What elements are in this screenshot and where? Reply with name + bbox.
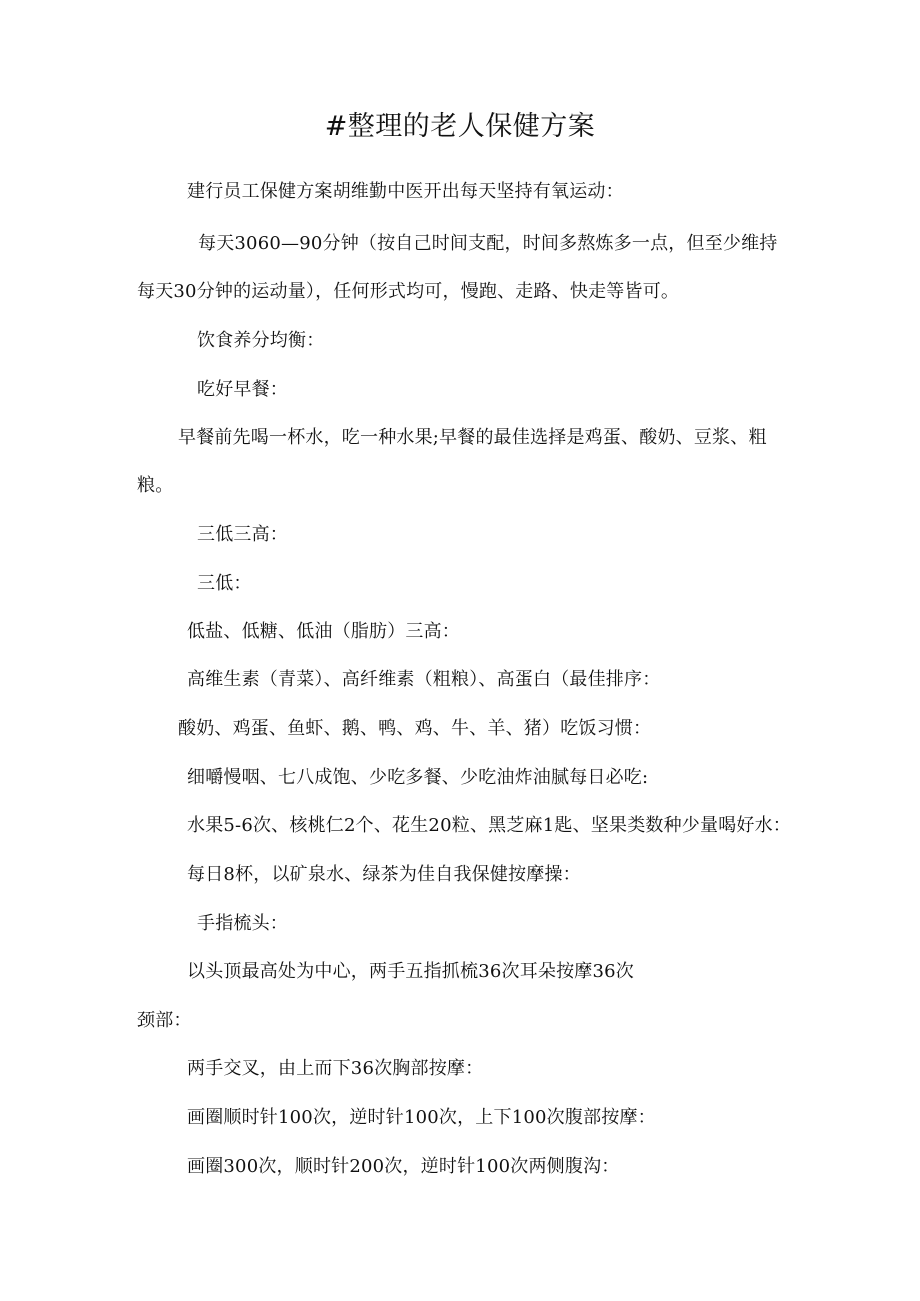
paragraph-line: 饮食养分均衡： [197, 330, 325, 351]
paragraph-line: 每日8杯，以矿泉水、绿茶为佳自我保健按摩操： [187, 864, 581, 885]
paragraph-line: 手指梳头： [197, 913, 288, 934]
paragraph-line: 早餐前先喝一杯水，吃一种水果;早餐的最佳选择是鸡蛋、酸奶、豆浆、粗 [178, 427, 767, 448]
document-title: #整理的老人保健方案 [324, 111, 596, 142]
paragraph-line: 画圈300次，顺时针200次，逆时针100次两侧腹沟： [187, 1156, 620, 1177]
paragraph-line: 粮。 [137, 475, 174, 496]
paragraph-line: 每天30分钟的运动量），任何形式均可，慢跑、走路、快走等皆可。 [137, 281, 680, 302]
paragraph-line: 高维生素（青菜）、高纤维素（粗粮）、高蛋白（最佳排序： [187, 669, 661, 690]
paragraph-line: 吃好早餐： [197, 379, 288, 400]
paragraph-line: 酸奶、鸡蛋、鱼虾、鹅、鸭、鸡、牛、羊、猪）吃饭习惯： [178, 718, 652, 739]
paragraph-line: 低盐、低糖、低油（脂肪）三高： [187, 621, 460, 642]
paragraph-line: 三低： [197, 573, 252, 594]
paragraph-line: 建行员工保健方案胡维勤中医开出每天坚持有氧运动： [187, 181, 624, 202]
paragraph-line: 以头顶最高处为中心，两手五指抓梳36次耳朵按摩36次 [187, 961, 635, 982]
paragraph-line: 水果5-6次、核桃仁2个、花生20粒、黑芝麻1匙、坚果类数种少量喝好水： [187, 815, 791, 836]
paragraph-line: 颈部： [137, 1010, 192, 1031]
paragraph-line: 每天3060—90分钟（按自己时间支配，时间多熬炼多一点，但至少维持 [198, 233, 778, 254]
paragraph-line: 两手交叉，由上而下36次胸部按摩： [187, 1058, 484, 1079]
paragraph-line: 细嚼慢咽、七八成饱、少吃多餐、少吃油炸油腻每日必吃: [187, 767, 649, 788]
paragraph-line: 画圈顺时针100次，逆时针100次，上下100次腹部按摩： [187, 1107, 656, 1128]
paragraph-line: 三低三高： [197, 524, 288, 545]
